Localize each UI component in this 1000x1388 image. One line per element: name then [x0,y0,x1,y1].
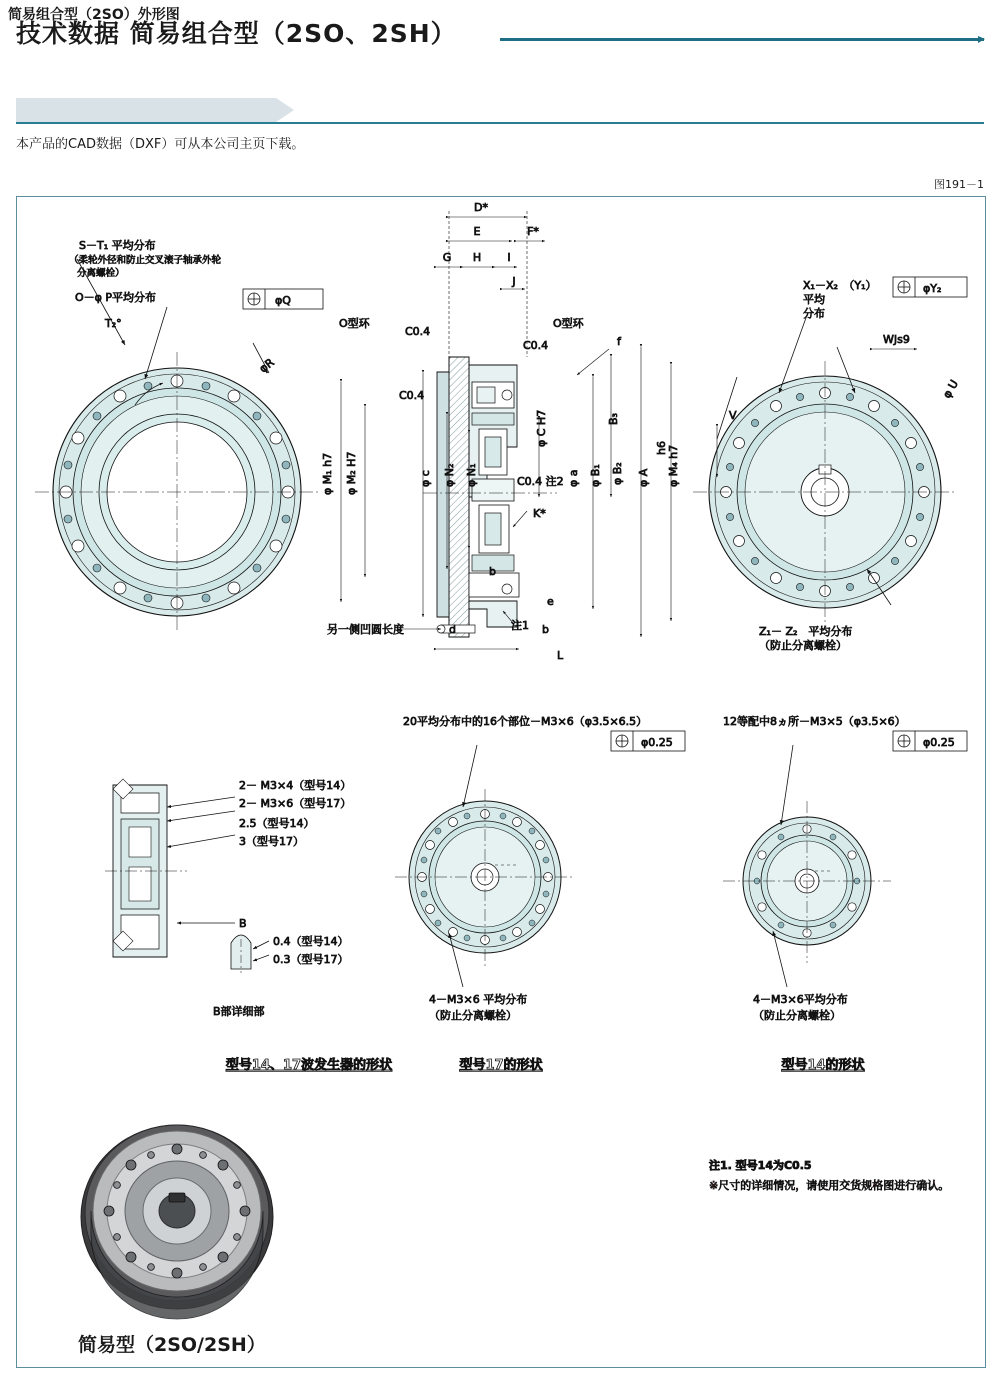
wave-generator-caption: 型号14、17波发生器的形状 [225,1058,393,1073]
c04-a: C0.4 [405,325,431,338]
o-ring-left-label: O型环 [339,317,370,330]
left-callout-1-sub1: （柔轮外径和防止交叉滚子轴承外轮 [69,255,222,266]
left-callout-1: S－T₁ 平均分布 [79,239,156,252]
model14-bottom-note-1: 4－M3×6平均分布 [753,993,848,1006]
detail-item-1: 2－ M3×6（型号17） [239,797,352,810]
product-photo [81,1125,273,1319]
detail-item-3: 3（型号17） [239,835,304,848]
c04-b: C0.4 [523,339,549,352]
bottom-note-label: 另一侧凹圆长度 [327,623,404,636]
e-label: e [547,595,554,608]
n2-label: φ N₂ [443,463,456,487]
model14-bottom-note-2: （防止分离螺栓） [753,1009,841,1022]
left-phiR-label: φR [256,355,277,376]
model-17-view [395,745,575,987]
f-label: f [617,335,621,348]
model17-bottom-note-2: （防止分离螺栓） [429,1009,517,1022]
section-bar [16,98,276,122]
detail-item-0: 2－ M3×4（型号14） [239,779,352,792]
b-small-label: b [489,565,496,578]
model17-caption: 型号17的形状 [459,1058,543,1073]
note1-label: 注1 [511,619,529,632]
title-rule [500,38,984,41]
detail-b-caption: B部详细部 [213,1005,265,1018]
o-ring-right-label: O型环 [553,317,584,330]
footnote-1: 注1. 型号14为C0.5 [709,1159,812,1172]
footnote-2: ※尺寸的详细情况，请使用交货规格图进行确认。 [709,1179,950,1192]
b1-label: φ B₁ [589,464,602,487]
b3-label: B₃ [607,413,620,425]
L-label: L [557,649,564,662]
model17-bottom-note-1: 4－M3×6 平均分布 [429,993,528,1006]
wjs9-label: WJs9 [883,333,910,346]
c-h7-label: φ C H7 [535,409,548,447]
n1-label: φ N₁ [465,463,478,487]
section-note: 本产品的CAD数据（DXF）可从本公司主页下载。 [16,137,305,152]
photo-caption: 简易型（2SO/2SH） [78,1334,266,1356]
d-label: d [449,623,456,636]
phiU-label: φ U [940,377,962,401]
page-title: 技术数据 简易组合型（2SO、2SH） [16,19,457,48]
A-label: φ A [637,468,650,487]
left-tolerance-box-value: φQ [275,294,291,307]
c-label: φ c [419,470,432,487]
a-label: φ a [567,469,580,487]
right-face-view [693,315,957,625]
detail-item-2: 2.5（型号14） [239,817,315,830]
c04-d: C0.4 注2 [517,475,564,488]
model14-caption: 型号14的形状 [781,1058,865,1073]
right-callout-bottom-2: （防止分离螺栓） [759,639,847,652]
left-callout-2: O－φ P平均分布 [75,291,157,304]
left-callout-1-sub2: 分离螺栓） [77,268,125,279]
right-callout-bottom-1: Z₁－ Z₂ 平均分布 [759,625,853,638]
left-m2-label: φ M₂ H7 [345,451,358,495]
figure-number: 图191－1 [934,178,984,191]
dim-H: H [472,251,482,264]
left-t2-label: T₂° [105,317,122,330]
h6-label: h6 [655,441,668,455]
c04-c: C0.4 [399,389,425,402]
left-m1-label: φ M₁ h7 [321,452,334,495]
drawing-frame [16,196,986,1368]
right-tolerance-box-value: φY₂ [923,282,942,295]
section-underline [16,122,984,124]
detail-item-4: B [239,917,247,930]
right-callout-top-2: 平均 [803,293,825,306]
dim-J: J [512,275,516,288]
b2-label: φ B₂ [611,462,624,485]
left-face-view [35,259,319,633]
dim-G: G [442,251,452,264]
dim-I: I [507,251,511,264]
cross-section-view [423,357,557,637]
detail-item-5: 0.4（型号14） [273,935,349,948]
model14-top-note: 12等配中8ヵ所－M3×5（φ3.5×6） [723,715,906,728]
dim-D: D* [474,201,488,214]
model17-top-note: 20平均分布中的16个部位－M3×6（φ3.5×6.5） [403,715,648,728]
b-bottom-label: b [542,623,549,636]
dim-F: F* [527,225,539,238]
model14-tol-box: φ0.25 [923,736,955,749]
dim-E: E [473,225,481,238]
K-label: K* [533,507,546,520]
detail-item-6: 0.3（型号17） [273,953,349,966]
V-label: V [729,409,737,422]
right-callout-top-3: 分布 [803,307,825,320]
model-14-view [723,745,891,987]
right-callout-top-1: X₁－X₂ （Y₁） [803,279,877,292]
section-bar-label: 简易组合型（2SO）外形图 [8,7,180,23]
model17-tol-box: φ0.25 [641,736,673,749]
technical-drawing [17,197,985,1367]
m4-label: φ M₄ h7 [667,444,680,487]
